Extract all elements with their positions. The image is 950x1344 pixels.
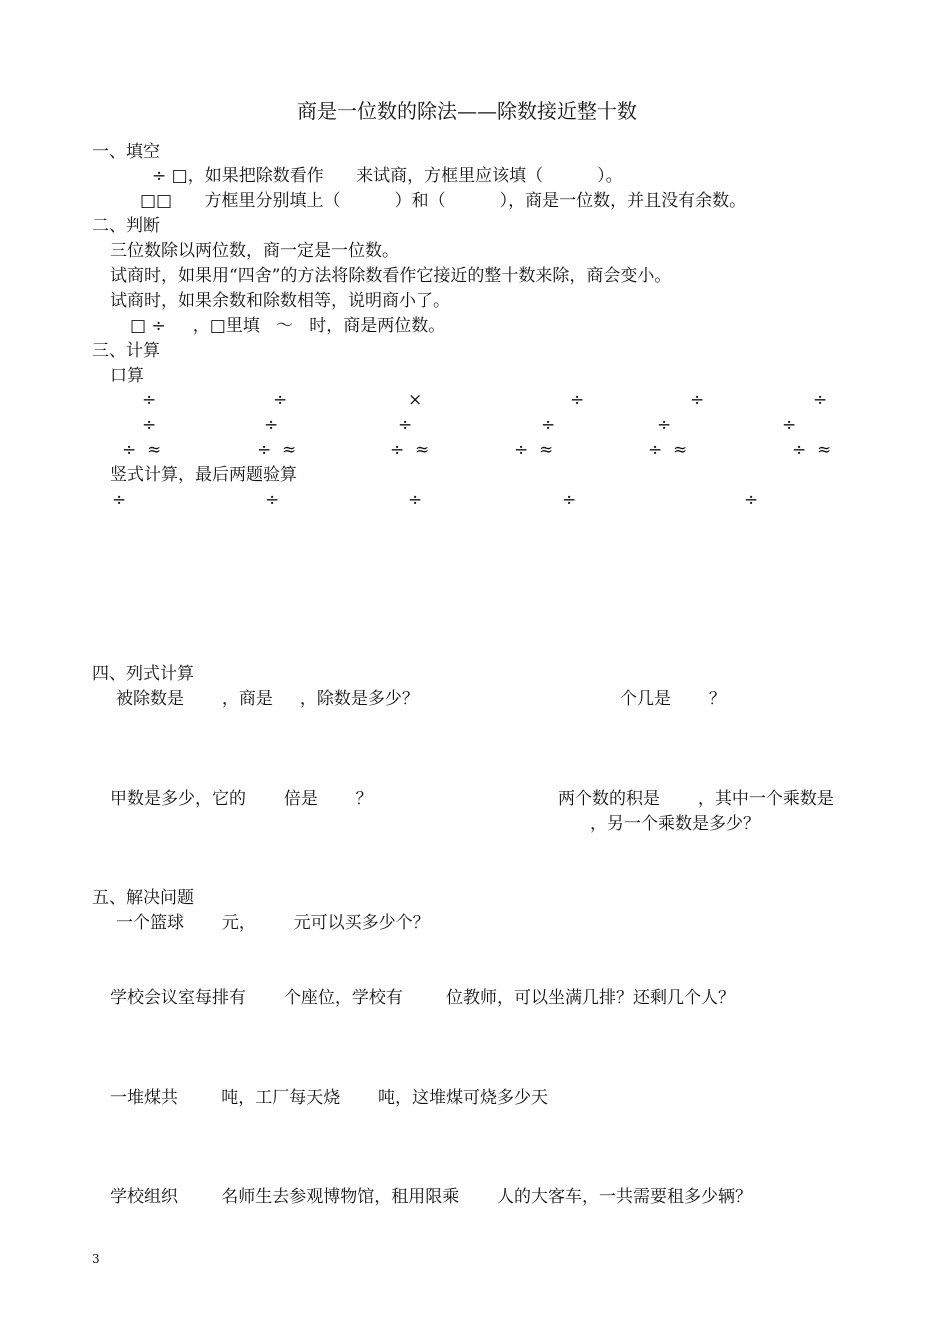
fill-question-1: ÷ □，如果把除数看作 来试商，方框里应该填（ ）。 <box>152 166 623 186</box>
oral-op: ÷ <box>541 415 556 435</box>
expression-question-4-cont: ，另一个乘数是多少？ <box>590 814 760 834</box>
oral-op: ÷ <box>142 390 157 410</box>
oral-op: ÷ <box>142 415 157 435</box>
oral-op: ÷ <box>657 415 672 435</box>
oral-op: × <box>408 390 423 410</box>
expression-question-1: 被除数是 ，商是 ，除数是多少？ <box>116 689 419 709</box>
estimate-op: ÷ ≈ <box>792 440 832 460</box>
section-1-heading: 一、填空 <box>92 142 160 162</box>
oral-op: ÷ <box>813 390 828 410</box>
section-4-heading: 四、列式计算 <box>92 664 194 684</box>
page-title: 商是一位数的除法——除数接近整十数 <box>297 99 637 123</box>
vertical-op: ÷ <box>265 490 280 510</box>
word-problem-3: 一堆煤共 吨，工厂每天烧 吨，这堆煤可烧多少天 <box>110 1088 549 1108</box>
section-5-heading: 五、解决问题 <box>92 888 194 908</box>
vertical-op: ÷ <box>408 490 423 510</box>
vertical-op: ÷ <box>112 490 127 510</box>
judge-item: 试商时，如果余数和除数相等，说明商小了。 <box>110 291 450 311</box>
vertical-op: ÷ <box>562 490 577 510</box>
estimate-op: ÷ ≈ <box>648 440 688 460</box>
oral-calc-label: 口算 <box>110 366 144 386</box>
expression-question-4: 两个数的积是 ，其中一个乘数是 <box>558 789 834 809</box>
oral-op: ÷ <box>570 390 585 410</box>
section-2-heading: 二、判断 <box>92 216 160 236</box>
word-problem-2: 学校会议室每排有 个座位，学校有 位教师，可以坐满几排？还剩几个人？ <box>110 988 736 1008</box>
word-problem-1: 一个篮球 元， 元可以买多少个？ <box>116 913 430 933</box>
expression-question-3: 甲数是多少，它的 倍是 ？ <box>110 789 373 809</box>
word-problem-4: 学校组织 名师生去参观博物馆，租用限乘 人的大客车，一共需要租多少辆？ <box>110 1187 753 1207</box>
oral-op: ÷ <box>782 415 797 435</box>
vertical-calc-label: 竖式计算，最后两题验算 <box>110 465 297 485</box>
fill-question-2: □□ 方框里分别填上（ ）和（ ），商是一位数，并且没有余数。 <box>140 191 747 211</box>
oral-op: ÷ <box>273 390 288 410</box>
oral-op: ÷ <box>690 390 705 410</box>
estimate-op: ÷ ≈ <box>514 440 554 460</box>
judge-item: □ ÷ ，□里填 ～ 时，商是两位数。 <box>130 316 446 336</box>
estimate-op: ÷ ≈ <box>122 440 162 460</box>
vertical-op: ÷ <box>744 490 759 510</box>
expression-question-2: 个几是 ？ <box>620 689 726 709</box>
section-3-heading: 三、计算 <box>92 341 160 361</box>
estimate-op: ÷ ≈ <box>390 440 430 460</box>
oral-op: ÷ <box>398 415 413 435</box>
estimate-op: ÷ ≈ <box>257 440 297 460</box>
page-number: 3 <box>92 1252 100 1266</box>
oral-op: ÷ <box>264 415 279 435</box>
judge-item: 三位数除以两位数，商一定是一位数。 <box>110 241 399 261</box>
judge-item: 试商时，如果用“四舍”的方法将除数看作它接近的整十数来除，商会变小。 <box>110 266 672 286</box>
